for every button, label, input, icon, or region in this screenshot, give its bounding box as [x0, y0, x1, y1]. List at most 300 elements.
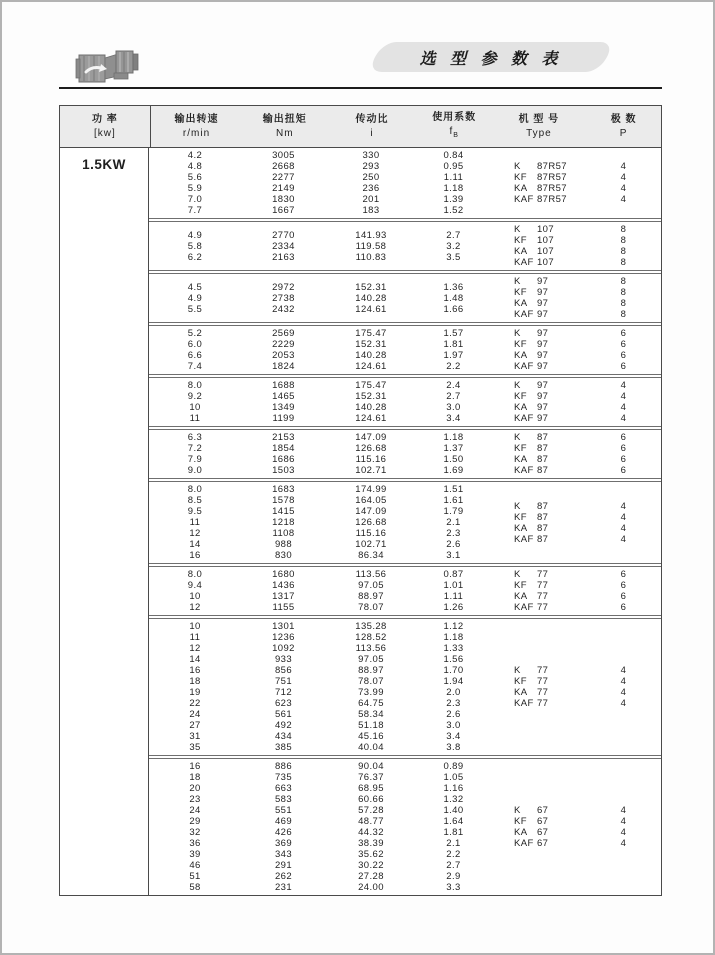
table-header-row — [60, 106, 661, 148]
cell-value: 1.69 — [443, 465, 464, 476]
cell-value: 110.83 — [355, 251, 387, 263]
cell-value: 426 — [274, 827, 293, 838]
col-torque — [241, 432, 326, 476]
cell-value: 1.40 — [443, 805, 464, 816]
col-ratio — [326, 432, 416, 476]
cell-value: KF 97 — [514, 287, 549, 298]
col-header-speed: 输出转速 r/min — [174, 113, 219, 139]
cell-value: 250 — [362, 172, 380, 183]
cell-value: 16 — [189, 761, 201, 772]
cell-value: 1.48 — [443, 292, 464, 304]
col-ratio — [326, 150, 416, 216]
table-blocks — [149, 148, 661, 895]
cell-value: 4 — [620, 511, 627, 523]
cell-value: 24 — [189, 805, 201, 816]
cell-value: 7.7 — [187, 205, 203, 216]
cell-value: 6 — [620, 443, 627, 454]
cell-value: 97.05 — [358, 580, 384, 591]
cell-value: 113.56 — [355, 643, 387, 654]
cell-value: 8.0 — [187, 380, 203, 391]
cell-value: 5.8 — [187, 240, 203, 252]
cell-value: 330 — [362, 150, 380, 161]
col-speed — [149, 761, 241, 893]
col-factor — [416, 761, 491, 893]
cell-value: 14 — [189, 539, 201, 550]
cell-value: 152.31 — [355, 339, 387, 350]
cell-value: 1830 — [272, 194, 295, 205]
cell-value: 1218 — [272, 517, 295, 528]
cell-value: 2.4 — [446, 380, 461, 391]
cell-value: 51.18 — [358, 720, 384, 731]
cell-value: 8.5 — [187, 495, 203, 506]
cell-value: 4 — [620, 698, 627, 709]
cell-value: 1436 — [272, 580, 295, 591]
data-block — [149, 148, 661, 218]
col-factor — [416, 224, 491, 268]
cell-value: 6 — [620, 361, 627, 372]
cell-value: 2229 — [272, 339, 295, 350]
col-header-type: 机 型 号 Type — [518, 113, 560, 139]
cell-value: 8.0 — [187, 484, 203, 495]
cell-value: 45.16 — [358, 731, 384, 742]
col-ratio — [326, 484, 416, 561]
cell-value: 1317 — [272, 591, 295, 602]
data-block — [149, 326, 661, 374]
cell-value: KA 97 — [514, 298, 549, 309]
cell-value: 8 — [620, 235, 627, 246]
cell-value: 60.66 — [358, 794, 384, 805]
cell-value: KA 107 — [514, 246, 555, 257]
cell-value: 1.37 — [443, 443, 464, 454]
cell-value: 2432 — [272, 303, 295, 315]
data-block — [149, 222, 661, 270]
cell-value: 1108 — [272, 528, 295, 539]
cell-value: 3.3 — [446, 882, 461, 893]
cell-value: KF 87 — [514, 443, 549, 454]
cell-value: 4 — [620, 533, 627, 545]
cell-value: 551 — [274, 805, 293, 816]
cell-value: 988 — [274, 539, 293, 550]
cell-value: KAF 97 — [514, 361, 549, 372]
col-poles — [586, 276, 661, 320]
cell-value: 2668 — [272, 161, 295, 172]
col-ratio — [326, 761, 416, 893]
cell-value: 6 — [620, 465, 627, 476]
cell-value: KA 77 — [514, 687, 549, 698]
cell-value: 1301 — [272, 621, 295, 632]
cell-value: 73.99 — [358, 687, 384, 698]
cell-value: 6.3 — [187, 432, 203, 443]
cell-value: 1.18 — [443, 432, 464, 443]
col-speed — [149, 621, 241, 753]
cell-value: 2053 — [272, 350, 295, 361]
cell-value: 2.2 — [446, 361, 461, 372]
cell-value: 39 — [189, 849, 201, 860]
cell-value: 12 — [189, 602, 201, 613]
cell-value: KAF 67 — [514, 838, 549, 849]
cell-value: 2.7 — [446, 229, 461, 241]
cell-value: 141.93 — [355, 229, 387, 241]
cell-value: 1.33 — [443, 643, 464, 654]
cell-value: 126.68 — [355, 443, 387, 454]
col-speed — [149, 224, 241, 268]
col-torque — [241, 761, 326, 893]
cell-value: 88.97 — [358, 665, 384, 676]
cell-value: 4 — [620, 687, 627, 698]
cell-value: 0.87 — [443, 569, 464, 580]
cell-value: 140.28 — [355, 292, 387, 304]
cell-value: 4 — [620, 838, 627, 849]
cell-value: 115.16 — [355, 528, 387, 539]
cell-value: 4.9 — [187, 292, 203, 304]
cell-value: 2569 — [272, 328, 295, 339]
cell-value: KF 87R57 — [514, 172, 567, 183]
cell-value: 124.61 — [355, 303, 387, 315]
cell-value: 1680 — [272, 569, 295, 580]
col-factor — [416, 328, 491, 372]
cell-value: 1.61 — [443, 495, 464, 506]
cell-value: 14 — [189, 654, 201, 665]
col-type — [491, 276, 586, 320]
col-ratio — [326, 621, 416, 753]
cell-value: 1688 — [272, 380, 295, 391]
cell-value: 102.71 — [355, 465, 387, 476]
cell-value: 1199 — [272, 413, 295, 424]
cell-value: 2.3 — [446, 698, 461, 709]
cell-value: 152.31 — [355, 391, 387, 402]
cell-value: 8 — [620, 276, 627, 287]
cell-value: 2.6 — [446, 539, 461, 550]
cell-value: KF 77 — [514, 676, 549, 687]
cell-value: 3.8 — [446, 742, 461, 753]
cell-value: KAF 77 — [514, 698, 549, 709]
cell-value: KA 97 — [514, 350, 549, 361]
cell-value: 140.28 — [355, 350, 387, 361]
cell-value: 4 — [620, 805, 627, 816]
cell-value: 10 — [189, 591, 201, 602]
cell-value: 30.22 — [358, 860, 384, 871]
cell-value: KAF 97 — [514, 413, 549, 424]
data-block — [149, 567, 661, 615]
cell-value: 88.97 — [358, 591, 384, 602]
cell-value: 4 — [620, 194, 627, 205]
cell-value: 9.0 — [187, 465, 203, 476]
cell-value: 8 — [620, 309, 627, 320]
cell-value: 4 — [620, 522, 627, 534]
cell-value: 27 — [189, 720, 201, 731]
cell-value: 175.47 — [355, 380, 387, 391]
cell-value: 24.00 — [358, 882, 384, 893]
cell-value: 32 — [189, 827, 201, 838]
cell-value: 9.2 — [187, 391, 203, 402]
col-torque — [241, 569, 326, 613]
cell-value: 6 — [620, 591, 627, 602]
cell-value: K 77 — [514, 665, 549, 676]
cell-value: 8 — [620, 257, 627, 268]
cell-value: 119.58 — [355, 240, 387, 252]
cell-value: K 87R57 — [514, 161, 567, 172]
cell-value: 11 — [189, 632, 201, 643]
col-type — [491, 150, 586, 216]
cell-value: 12 — [189, 528, 201, 539]
cell-value: 19 — [189, 687, 201, 698]
cell-value: 6 — [620, 432, 627, 443]
data-block — [149, 759, 661, 895]
cell-value: 97.05 — [358, 654, 384, 665]
cell-value: 3.0 — [446, 402, 461, 413]
cell-value: 3.4 — [446, 413, 461, 424]
cell-value: 1155 — [272, 602, 295, 613]
cell-value: 1.79 — [443, 506, 464, 517]
cell-value: 64.75 — [358, 698, 384, 709]
cell-value: KAF 87 — [514, 533, 549, 545]
cell-value: 6 — [620, 454, 627, 465]
cell-value: K 87 — [514, 432, 549, 443]
cell-value: 4.9 — [187, 229, 203, 241]
cell-value: 9.5 — [187, 506, 203, 517]
cell-value: 663 — [274, 783, 293, 794]
cell-value: 2334 — [272, 240, 295, 252]
cell-value: 40.04 — [358, 742, 384, 753]
cell-value: 343 — [274, 849, 293, 860]
cell-value: 2149 — [272, 183, 295, 194]
title-banner — [375, 42, 607, 72]
col-ratio — [326, 224, 416, 268]
cell-value: 7.2 — [187, 443, 203, 454]
cell-value: K 97 — [514, 276, 549, 287]
cell-value: 1.81 — [443, 339, 464, 350]
col-poles — [586, 224, 661, 268]
cell-value: 2.1 — [446, 517, 461, 528]
cell-value: 90.04 — [358, 761, 384, 772]
cell-value: 4 — [620, 500, 627, 512]
col-speed — [149, 380, 241, 424]
cell-value: 10 — [189, 621, 201, 632]
cell-value: 6 — [620, 580, 627, 591]
col-factor — [416, 569, 491, 613]
cell-value: 1503 — [272, 465, 295, 476]
cell-value: 1824 — [272, 361, 295, 372]
cell-value: 8 — [620, 246, 627, 257]
cell-value: 712 — [274, 687, 293, 698]
col-type — [491, 224, 586, 268]
col-speed — [149, 276, 241, 320]
cell-value: 124.61 — [355, 413, 387, 424]
cell-value: 1465 — [272, 391, 295, 402]
cell-value: KAF 87R57 — [514, 194, 567, 205]
cell-value: 8 — [620, 224, 627, 235]
cell-value: 1578 — [272, 495, 295, 506]
cell-value: 735 — [274, 772, 293, 783]
cell-value: 3.5 — [446, 251, 461, 263]
cell-value: KF 87 — [514, 511, 549, 523]
cell-value: 147.09 — [355, 506, 387, 517]
col-ratio — [326, 380, 416, 424]
col-speed — [149, 484, 241, 561]
cell-value: 4 — [620, 183, 627, 194]
cell-value: 1854 — [272, 443, 295, 454]
cell-value: KA 67 — [514, 827, 549, 838]
cell-value: 18 — [189, 772, 201, 783]
cell-value: 86.34 — [358, 550, 384, 561]
cell-value: K 97 — [514, 380, 549, 391]
col-type — [491, 432, 586, 476]
cell-value: 78.07 — [358, 676, 384, 687]
cell-value: 78.07 — [358, 602, 384, 613]
cell-value: 4 — [620, 380, 627, 391]
col-factor — [416, 621, 491, 753]
cell-value: 1.26 — [443, 602, 464, 613]
cell-value: 1.94 — [443, 676, 464, 687]
cell-value: K 107 — [514, 224, 555, 235]
cell-value: 1.81 — [443, 827, 464, 838]
cell-value: 38.39 — [358, 838, 384, 849]
cell-value: 623 — [274, 698, 293, 709]
cell-value: 7.0 — [187, 194, 203, 205]
cell-value: KAF 97 — [514, 309, 549, 320]
cell-value: 58.34 — [358, 709, 384, 720]
cell-value: 1.18 — [443, 632, 464, 643]
cell-value: 5.6 — [187, 172, 203, 183]
cell-value: 886 — [274, 761, 293, 772]
cell-value: 2.9 — [446, 871, 461, 882]
cell-value: 1092 — [272, 643, 295, 654]
cell-value: 2153 — [272, 432, 295, 443]
col-factor — [416, 432, 491, 476]
cell-value: 2277 — [272, 172, 295, 183]
cell-value: 147.09 — [355, 432, 387, 443]
col-poles — [586, 569, 661, 613]
cell-value: 4 — [620, 402, 627, 413]
col-factor — [416, 380, 491, 424]
col-torque — [241, 328, 326, 372]
col-type — [491, 621, 586, 753]
cell-value: KA 87R57 — [514, 183, 567, 194]
cell-value: 1.01 — [443, 580, 464, 591]
cell-value: 44.32 — [358, 827, 384, 838]
cell-value: 10 — [189, 402, 201, 413]
col-factor — [416, 484, 491, 561]
cell-value: 1349 — [272, 402, 295, 413]
cell-value: 12 — [189, 643, 201, 654]
cell-value: 830 — [274, 550, 293, 561]
cell-value: 128.52 — [355, 632, 387, 643]
cell-value: 1683 — [272, 484, 295, 495]
col-header-service-factor: 使用系数 $f_B$ — [432, 111, 477, 139]
cell-value: 102.71 — [355, 539, 387, 550]
cell-value: 3.2 — [446, 240, 461, 252]
cell-value: 7.4 — [187, 361, 203, 372]
data-block — [149, 274, 661, 322]
cell-value: 20 — [189, 783, 201, 794]
col-torque — [241, 621, 326, 753]
cell-value: 0.89 — [443, 761, 464, 772]
cell-value: K 97 — [514, 328, 549, 339]
cell-value: 4 — [620, 172, 627, 183]
cell-value: 2.6 — [446, 709, 461, 720]
cell-value: 6 — [620, 339, 627, 350]
cell-value: 4 — [620, 413, 627, 424]
cell-value: 231 — [274, 882, 293, 893]
cell-value: 11 — [189, 413, 201, 424]
cell-value: 175.47 — [355, 328, 387, 339]
cell-value: K 67 — [514, 805, 549, 816]
cell-value: 5.5 — [187, 303, 203, 315]
cell-value: 2.0 — [446, 687, 461, 698]
cell-value: 9.4 — [187, 580, 203, 591]
cell-value: 933 — [274, 654, 293, 665]
cell-value: 1.05 — [443, 772, 464, 783]
cell-value: 27.28 — [358, 871, 384, 882]
cell-value: 5.2 — [187, 328, 203, 339]
col-header-ratio: 传动比 i — [355, 113, 389, 139]
cell-value: K 77 — [514, 569, 549, 580]
cell-value: 76.37 — [358, 772, 384, 783]
cell-value: 1.52 — [443, 205, 464, 216]
cell-value: 434 — [274, 731, 293, 742]
data-block — [149, 378, 661, 426]
cell-value: KF 67 — [514, 816, 549, 827]
cell-value: 51 — [189, 871, 201, 882]
cell-value: 1.16 — [443, 783, 464, 794]
cell-value: 113.56 — [355, 569, 387, 580]
data-block — [149, 619, 661, 755]
col-header-poles: 极 数 P — [610, 113, 637, 139]
col-speed — [149, 150, 241, 216]
cell-value: 262 — [274, 871, 293, 882]
cell-value: 1.12 — [443, 621, 464, 632]
cell-value: 48.77 — [358, 816, 384, 827]
cell-value: 2.7 — [446, 860, 461, 871]
cell-value: 751 — [274, 676, 293, 687]
cell-value: 4 — [620, 391, 627, 402]
col-factor — [416, 150, 491, 216]
cell-value: 2770 — [272, 229, 295, 241]
cell-value: 16 — [189, 665, 201, 676]
cell-value: KAF 87 — [514, 465, 549, 476]
col-type — [491, 328, 586, 372]
cell-value: 293 — [362, 161, 380, 172]
col-ratio — [326, 276, 416, 320]
cell-value: 2.7 — [446, 391, 461, 402]
cell-value: 583 — [274, 794, 293, 805]
col-type — [491, 380, 586, 424]
cell-value: 7.9 — [187, 454, 203, 465]
col-type — [491, 761, 586, 893]
cell-value: 1.70 — [443, 665, 464, 676]
cell-value: 561 — [274, 709, 293, 720]
header-rule — [59, 87, 662, 89]
cell-value: 1667 — [272, 205, 295, 216]
cell-value: 6 — [620, 569, 627, 580]
cell-value: 0.95 — [443, 161, 464, 172]
cell-value: KAF 107 — [514, 257, 555, 268]
cell-value: KA 87 — [514, 522, 549, 534]
cell-value: 6 — [620, 328, 627, 339]
cell-value: 1.11 — [443, 172, 464, 183]
col-poles — [586, 150, 661, 216]
cell-value: 369 — [274, 838, 293, 849]
cell-value: 469 — [274, 816, 293, 827]
cell-value: 8 — [620, 298, 627, 309]
cell-value: 57.28 — [358, 805, 384, 816]
cell-value: 11 — [189, 517, 201, 528]
col-speed — [149, 432, 241, 476]
cell-value: 16 — [189, 550, 201, 561]
cell-value: 3.1 — [446, 550, 461, 561]
cell-value: 126.68 — [355, 517, 387, 528]
col-poles — [586, 380, 661, 424]
